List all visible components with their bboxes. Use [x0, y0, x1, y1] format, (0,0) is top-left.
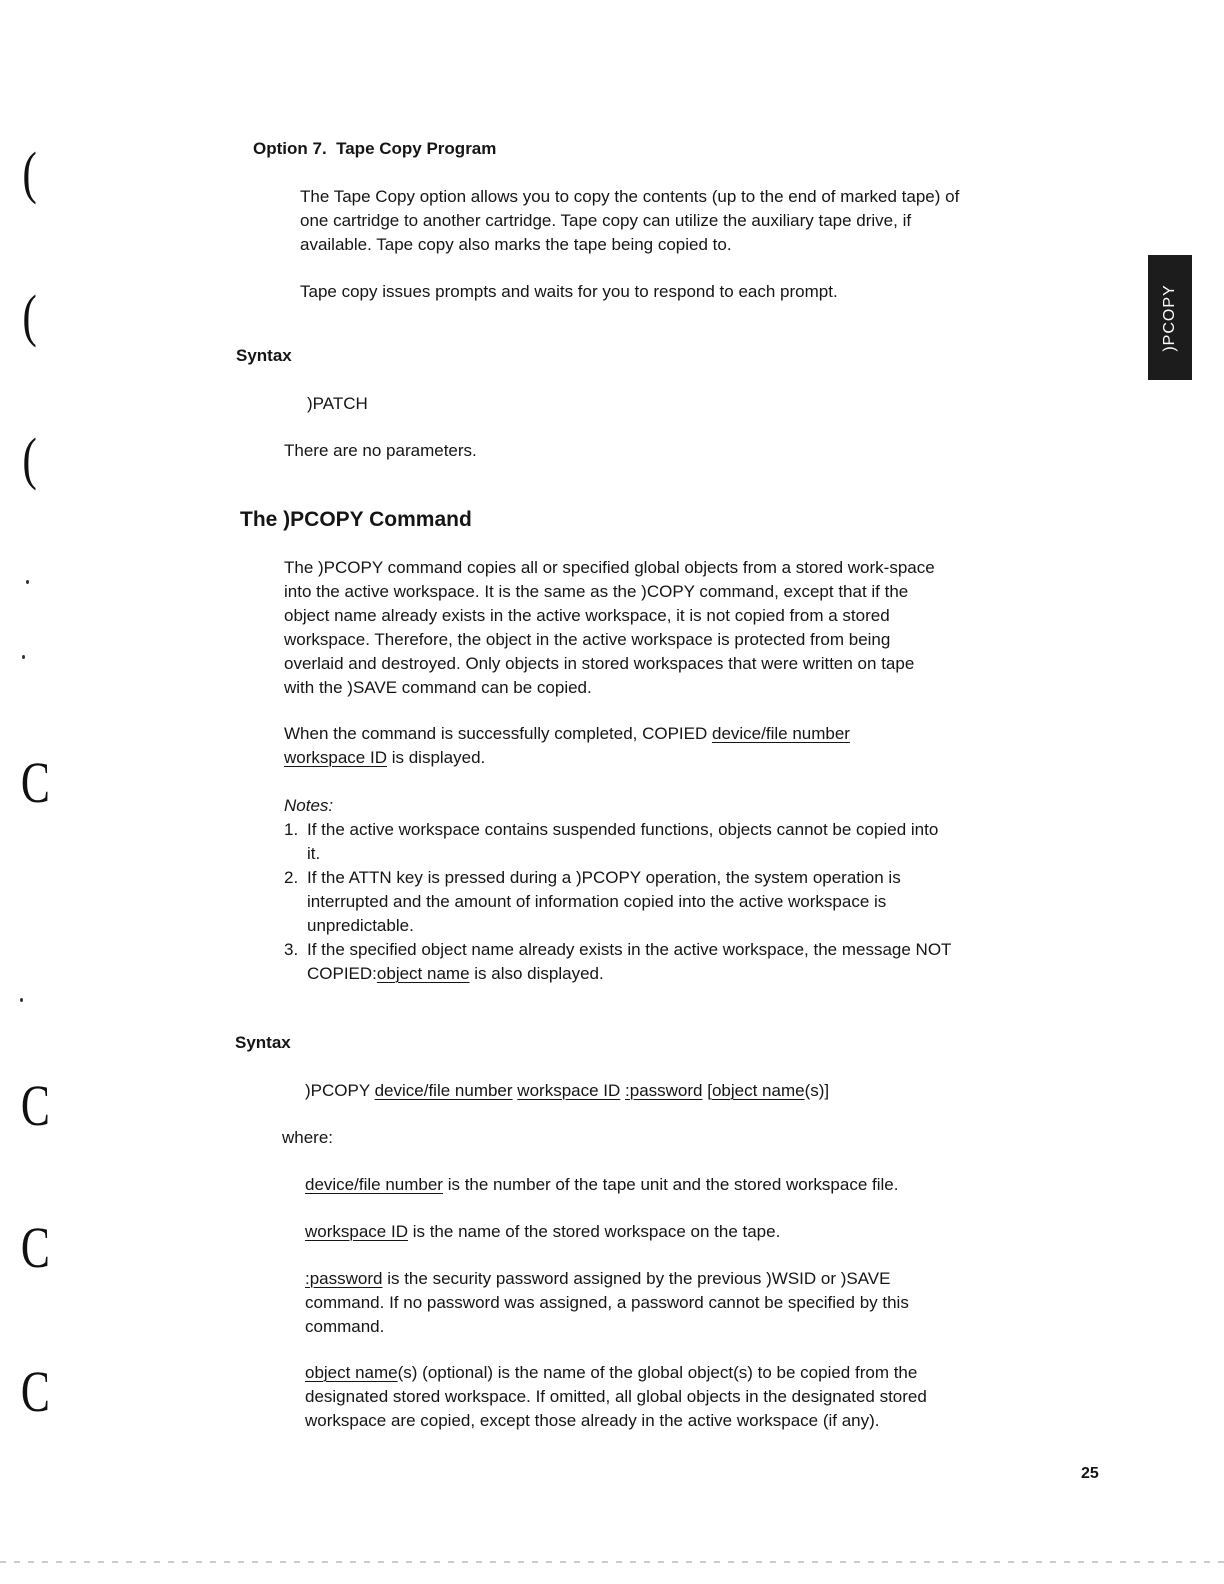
note-number: 2.	[284, 868, 299, 887]
no-parameters-text: There are no parameters.	[284, 441, 477, 460]
param-description: (s) (optional) is the name of the global object(s) to be copied from the designated stored workspace. If omitted, all global objects in the designated stored workspace are copied, except those already in the active workspace (if any).	[305, 1363, 927, 1430]
note3-prefix: If the specified object name already exists in the active workspace, the message NOT COPIED:	[307, 940, 952, 983]
note-item	[284, 938, 954, 986]
param-term: workspace ID	[305, 1222, 408, 1241]
param-term: device/file number	[305, 1175, 443, 1194]
param-term: object name	[305, 1363, 398, 1382]
syntax-heading: Syntax	[236, 346, 292, 365]
section-index-tab	[1148, 255, 1192, 380]
margin-speck	[26, 580, 29, 584]
param-password	[305, 1267, 925, 1339]
note-number: 1.	[284, 820, 299, 839]
syntax-object-name: object name	[711, 1081, 805, 1100]
completion-message-text	[284, 722, 924, 770]
syntax-bracket-close: (s)]	[804, 1081, 830, 1100]
param-device-file-number	[305, 1173, 955, 1197]
section-heading: The )PCOPY Command	[240, 508, 472, 531]
syntax-password: :password	[625, 1081, 703, 1100]
param-workspace-id	[305, 1220, 955, 1244]
syntax-heading: Syntax	[235, 1033, 291, 1052]
param-term: :password	[305, 1269, 383, 1288]
note-number: 3.	[284, 940, 299, 959]
binder-hole-mark: C	[20, 1215, 50, 1280]
where-label: where:	[282, 1128, 334, 1147]
binder-hole-mark: C	[20, 750, 50, 815]
scan-edge-line	[0, 1561, 1224, 1563]
note-item	[284, 818, 954, 866]
margin-speck	[20, 998, 23, 1002]
notes-label: Notes:	[284, 796, 334, 815]
param-description: is the security password assigned by the previous )WSID or )SAVE command. If no password was assigned, a password cannot be specified by this command.	[305, 1269, 909, 1336]
binder-hole-mark: (	[22, 283, 37, 348]
binder-hole-mark: C	[20, 1073, 50, 1138]
workspace-id-term: workspace ID	[284, 748, 387, 767]
syntax-line: )PATCH	[307, 394, 368, 413]
option7-heading: Option 7. Tape Copy Program	[253, 139, 497, 158]
binder-hole-mark: (	[22, 426, 37, 491]
option7-paragraph-2: Tape copy issues prompts and waits for you to respond to each prompt.	[300, 282, 838, 301]
pcopy-description: The )PCOPY command copies all or specified global objects from a stored work-space into the active workspace. It is the same as the )COPY command, except that if the object name already exists in the active workspace, it is not copied from a stored workspace. Therefore, the object in the active workspace is protected from being overlaid and destroyed. Only objects in stored workspaces that were written on tape with the )SAVE command can be copied.	[284, 558, 935, 697]
device-file-number-term: device/file number	[712, 724, 850, 743]
section-index-tab-label: )PCOPY	[1161, 283, 1178, 352]
param-description: is the name of the stored workspace on the tape.	[407, 1222, 781, 1241]
syntax-bracket-open: [	[707, 1081, 712, 1100]
note-text: If the ATTN key is pressed during a )PCOPY operation, the system operation is interrupted and the amount of information copied into the active workspace is unpredictable.	[307, 868, 901, 935]
note-item	[284, 866, 954, 938]
note-text	[307, 938, 954, 986]
completion-suffix: is displayed.	[386, 748, 486, 767]
completion-prefix: When the command is successfully completed, COPIED	[284, 724, 712, 743]
param-description: is the number of the tape unit and the stored workspace file.	[442, 1175, 899, 1194]
page-number: 25	[1081, 1465, 1099, 1482]
notes-list	[284, 818, 954, 986]
binder-hole-mark: (	[22, 140, 37, 205]
binder-hole-mark: C	[20, 1359, 50, 1424]
option7-paragraph-1: The Tape Copy option allows you to copy the contents (up to the end of marked tape) of one cartridge to another cartridge. Tape copy can utilize the auxiliary tape drive, if available. Tape copy also marks the tape being copied to.	[300, 187, 960, 254]
param-object-names	[305, 1361, 950, 1433]
pcopy-syntax-line	[305, 1079, 829, 1103]
margin-speck	[22, 655, 25, 659]
syntax-command: )PCOPY	[305, 1081, 375, 1100]
note-text: If the active workspace contains suspended functions, objects cannot be copied into it.	[307, 820, 939, 863]
object-name-term: object name	[376, 964, 470, 983]
syntax-workspace-id: workspace ID	[517, 1081, 621, 1100]
syntax-device-file-number: device/file number	[374, 1081, 513, 1100]
note3-suffix: is also displayed.	[469, 964, 604, 983]
